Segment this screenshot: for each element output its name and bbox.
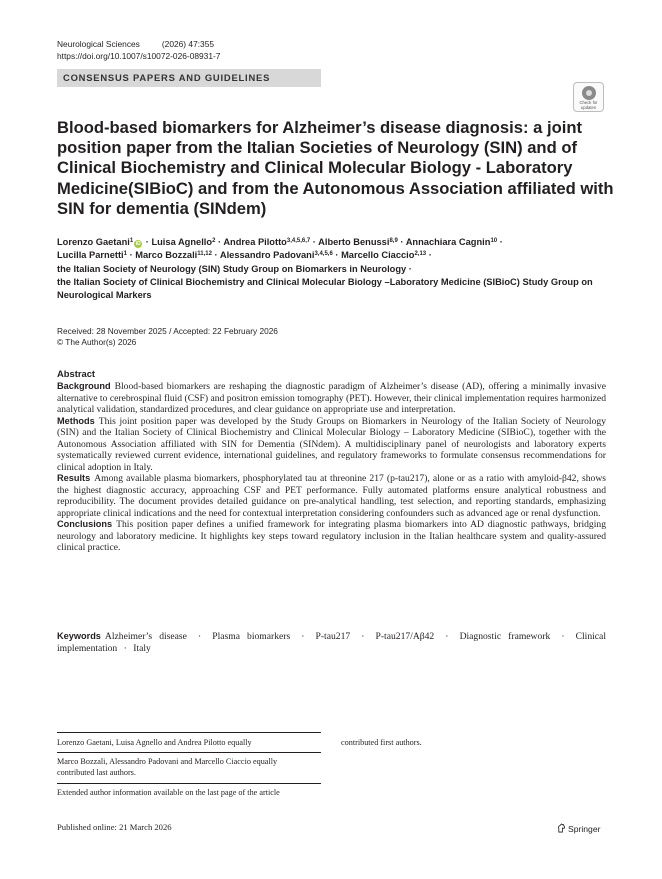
- keyword-separator: ·: [198, 631, 202, 642]
- author-name[interactable]: Alberto Benussi: [318, 237, 390, 247]
- keyword-item[interactable]: P-tau217/Aβ42: [375, 631, 435, 642]
- keyword-separator: ·: [301, 631, 305, 642]
- author-separator: ·: [211, 250, 220, 261]
- author-name[interactable]: Annachiara Cagnin: [405, 237, 491, 247]
- author-affiliation: 2: [212, 238, 216, 244]
- author-affiliation: 1: [129, 238, 134, 244]
- author-entry: [223, 237, 310, 247]
- published-online: Published online: 21 March 2026: [57, 822, 172, 832]
- orcid-icon[interactable]: iD: [135, 241, 141, 247]
- author-affiliation: 11,12: [197, 251, 212, 258]
- keyword-item[interactable]: Clinical implementation: [57, 631, 606, 654]
- author-separator: ·: [143, 237, 152, 247]
- doi-link[interactable]: https://doi.org/10.1007/s10072-026-08931-7: [57, 51, 221, 61]
- author-name[interactable]: Marco Bozzali: [135, 250, 198, 261]
- section-banner-label: CONSENSUS PAPERS AND GUIDELINES: [63, 72, 271, 83]
- author-entry: [57, 250, 127, 260]
- author-entry: [135, 250, 212, 260]
- author-separator: ·: [215, 237, 224, 247]
- abstract-section-label: Conclusions: [57, 519, 113, 529]
- author-affiliation: 2,13: [414, 251, 427, 258]
- footnote-equal-last: Marco Bozzali, Alessandro Padovani and Marcello Ciaccio equally contributed last authors.: [57, 757, 278, 777]
- keywords: [57, 631, 606, 654]
- keyword-item[interactable]: Italy: [133, 642, 151, 654]
- author-name[interactable]: Andrea Pilotto: [223, 237, 287, 247]
- author-separator: ·: [426, 250, 432, 261]
- author-affiliation: 8,9: [389, 238, 398, 244]
- keyword-separator: ·: [123, 642, 127, 654]
- author-separator: ·: [332, 250, 342, 261]
- author-name[interactable]: Lorenzo Gaetani: [57, 237, 130, 247]
- crossmark-label: Check for updates: [579, 100, 598, 110]
- author-entry: [151, 237, 215, 247]
- author-list: [57, 236, 617, 302]
- footnote-divider: [57, 783, 321, 784]
- keyword-items: [57, 631, 606, 654]
- abstract-section-conclusions: [57, 519, 606, 554]
- footnote-divider: [57, 732, 321, 733]
- abstract-heading: Abstract: [57, 368, 96, 379]
- abstract-section-label: Background: [57, 381, 111, 391]
- author-affiliation: 1: [123, 251, 127, 258]
- author-group: the Italian Society of Clinical Biochemistry and Clinical Molecular Biology –Laboratory Medicine (SIBioC) Study Group on Neurological Markers: [57, 276, 593, 301]
- author-entry: [406, 237, 497, 247]
- footnote-equal-first: Lorenzo Gaetani, Luisa Agnello and Andrea Pilotto equally: [57, 738, 252, 747]
- abstract-section-text: Blood-based biomarkers are reshaping the diagnostic paradigm of Alzheimer’s disease (AD), offering a minimally invasive alternative to cerebrospinal fluid (CSF) and positron emission tomography (PET). However, their clinical implementation requires harmonized analytical validation, standardized procedures, and clear guidance on appropriate use and interpretation.: [57, 381, 606, 415]
- author-separator: ·: [127, 250, 136, 261]
- author-affiliation: 3,4,5,6,7: [286, 238, 311, 244]
- publisher-name: Springer: [568, 824, 601, 834]
- keyword-item[interactable]: Diagnostic framework: [459, 631, 551, 642]
- journal-citation: (2026) 47:355: [161, 39, 215, 49]
- author-affiliation: 3,4,5,6: [314, 251, 333, 258]
- author-affiliation: 10: [490, 238, 498, 244]
- abstract: [57, 368, 606, 554]
- abstract-section-label: Results: [57, 473, 91, 483]
- footnote-extended-info: Extended author information available on the last page of the article: [57, 788, 280, 797]
- author-entry: [220, 250, 333, 260]
- keyword-item[interactable]: Alzheimer’s disease: [104, 631, 187, 642]
- abstract-section-text: This joint position paper was developed by the Study Groups on Biomarkers in Neurology of the Italian Society of Neurology (SIN) and the Italian Society of Clinical Biochemistry and Clinical Molecular Biology – Laboratory Medicine (SIBioC), together with the Autonomous Association affiliated with SIN for Dementia (SINdem). A multidisciplinary panel of neurologists and laboratory experts systematically reviewed current evidence, international guidelines, and regulatory frameworks to formulate consensus recommendations for clinical adoption in Italy.: [57, 415, 606, 473]
- author-name[interactable]: Luisa Agnello: [151, 237, 213, 247]
- author-separator: ·: [310, 237, 319, 247]
- keyword-item[interactable]: P-tau217: [315, 631, 351, 642]
- keyword-separator: ·: [561, 631, 565, 642]
- footnote-divider: [57, 752, 321, 753]
- abstract-section-text: Among available plasma biomarkers, phosphorylated tau at threonine 217 (p-tau217), alone or as a ratio with amyloid-β42, shows the highest diagnostic accuracy, approaching CSF and PET performance. Fully automated platforms ensure analytical robustness and reproducibility. The document provides detailed guidance on pre-analytical handling, test selection, and reporting standards, emphasizing appropriate clinical indications and the need for contextual interpretation considering confounders such as advanced age or renal dysfunction.: [57, 473, 606, 519]
- author-entry: [57, 237, 143, 247]
- author-name[interactable]: Lucilla Parnetti: [57, 250, 124, 261]
- article-dates: [57, 326, 278, 348]
- received-accepted: Received: 28 November 2025 / Accepted: 22 February 2026: [57, 326, 278, 336]
- abstract-section-results: [57, 473, 606, 519]
- journal-name: Neurological Sciences: [57, 39, 140, 49]
- author-separator: ·: [497, 237, 503, 247]
- author-group: the Italian Society of Neurology (SIN) Study Group on Biomarkers in Neurology: [57, 263, 407, 274]
- author-separator: ·: [397, 237, 406, 247]
- abstract-section-text: This position paper defines a unified framework for integrating plasma biomarkers into AD diagnostic pathways, bridging neurology and laboratory medicine. It highlights key steps toward regulatory inclusion in the Italian healthcare system and quality-assured clinical practice.: [57, 519, 606, 553]
- author-name[interactable]: Alessandro Padovani: [219, 250, 315, 261]
- author-name[interactable]: Marcello Ciaccio: [341, 250, 415, 261]
- abstract-sections: [57, 381, 606, 554]
- abstract-section-methods: [57, 416, 606, 474]
- crossmark-icon[interactable]: [573, 82, 604, 112]
- keyword-separator: ·: [361, 631, 365, 642]
- abstract-section-label: Methods: [57, 415, 95, 426]
- abstract-section-background: [57, 381, 606, 416]
- keyword-separator: ·: [445, 631, 449, 642]
- journal-header: [57, 38, 220, 62]
- keyword-item[interactable]: Plasma biomarkers: [212, 631, 291, 642]
- section-banner: [57, 69, 321, 87]
- copyright: © The Author(s) 2026: [57, 337, 137, 347]
- keywords-label: Keywords: [57, 631, 101, 641]
- footnote-equal-first-cont: contributed first authors.: [341, 738, 422, 747]
- publisher-logo: [557, 823, 600, 834]
- crossmark-badge-icon: [582, 86, 596, 100]
- article-title: Blood-based biomarkers for Alzheimer’s disease diagnosis: a joint position paper from the Italian Societies of Neurology (SIN) and of Clinical Biochemistry and Clinical Molecular Biology - Laboratory Medicine(SIBioC) and from the Autonomous Association affiliated with SIN for dementia (SINdem): [57, 118, 614, 218]
- springer-horse-icon: [557, 823, 566, 833]
- author-entry: [318, 237, 398, 247]
- author-separator: ·: [406, 263, 412, 274]
- author-entry: [341, 250, 426, 260]
